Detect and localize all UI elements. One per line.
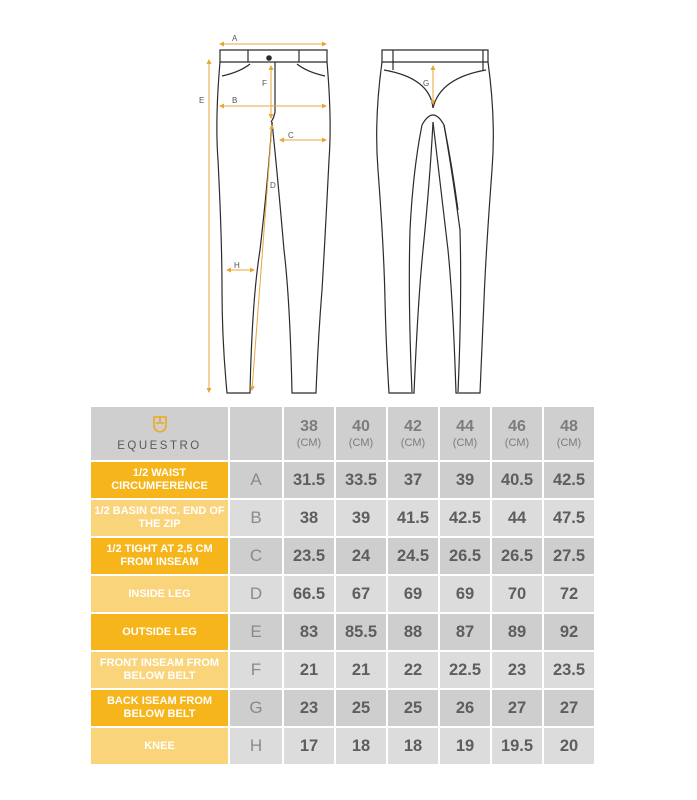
value-cell: 89 bbox=[492, 614, 542, 650]
value-cell: 39 bbox=[336, 500, 386, 536]
brand-cell bbox=[91, 407, 228, 460]
table-row bbox=[91, 538, 594, 574]
value-cell: 27 bbox=[492, 690, 542, 726]
value-cell: 87 bbox=[440, 614, 490, 650]
row-label: 1/2 TIGHT AT 2,5 CM FROM INSEAM bbox=[91, 538, 228, 574]
value-cell: 92 bbox=[544, 614, 594, 650]
value-cell: 27 bbox=[544, 690, 594, 726]
equestro-logo-icon bbox=[151, 415, 169, 433]
value-cell: 21 bbox=[336, 652, 386, 688]
value-cell: 67 bbox=[336, 576, 386, 612]
size-header: 44 (CM) bbox=[440, 407, 490, 460]
value-cell: 17 bbox=[284, 728, 334, 764]
table-row bbox=[91, 652, 594, 688]
letter-b: B bbox=[232, 96, 238, 105]
value-cell: 70 bbox=[492, 576, 542, 612]
value-cell: 25 bbox=[388, 690, 438, 726]
value-cell: 41.5 bbox=[388, 500, 438, 536]
value-cell: 33.5 bbox=[336, 462, 386, 498]
size-header: 48 (CM) bbox=[544, 407, 594, 460]
size-chart-table bbox=[89, 405, 596, 766]
size-header: 42 (CM) bbox=[388, 407, 438, 460]
value-cell: 44 bbox=[492, 500, 542, 536]
value-cell: 42.5 bbox=[544, 462, 594, 498]
table-header-row bbox=[91, 407, 594, 460]
brand-name: EQUESTRO bbox=[117, 440, 202, 452]
value-cell: 42.5 bbox=[440, 500, 490, 536]
row-code: B bbox=[230, 500, 282, 536]
letter-d: D bbox=[270, 181, 276, 190]
value-cell: 20 bbox=[544, 728, 594, 764]
value-cell: 18 bbox=[336, 728, 386, 764]
value-cell: 83 bbox=[284, 614, 334, 650]
row-label: BACK ISEAM FROM BELOW BELT bbox=[91, 690, 228, 726]
value-cell: 19.5 bbox=[492, 728, 542, 764]
row-label: 1/2 WAIST CIRCUMFERENCE bbox=[91, 462, 228, 498]
row-code: C bbox=[230, 538, 282, 574]
value-cell: 27.5 bbox=[544, 538, 594, 574]
value-cell: 24.5 bbox=[388, 538, 438, 574]
value-cell: 23.5 bbox=[544, 652, 594, 688]
value-cell: 88 bbox=[388, 614, 438, 650]
row-label: FRONT INSEAM FROM BELOW BELT bbox=[91, 652, 228, 688]
dimension-letters bbox=[199, 34, 429, 270]
value-cell: 23 bbox=[284, 690, 334, 726]
value-cell: 22 bbox=[388, 652, 438, 688]
letter-h: H bbox=[234, 261, 240, 270]
value-cell: 24 bbox=[336, 538, 386, 574]
back-view bbox=[377, 50, 494, 393]
letter-g: G bbox=[423, 79, 430, 88]
row-label: 1/2 BASIN CIRC. END OF THE ZIP bbox=[91, 500, 228, 536]
size-header: 40 (CM) bbox=[336, 407, 386, 460]
value-cell: 18 bbox=[388, 728, 438, 764]
value-cell: 69 bbox=[440, 576, 490, 612]
value-cell: 26 bbox=[440, 690, 490, 726]
value-cell: 23.5 bbox=[284, 538, 334, 574]
letter-c: C bbox=[288, 131, 294, 140]
value-cell: 26.5 bbox=[440, 538, 490, 574]
value-cell: 40.5 bbox=[492, 462, 542, 498]
row-code: H bbox=[230, 728, 282, 764]
value-cell: 25 bbox=[336, 690, 386, 726]
value-cell: 23 bbox=[492, 652, 542, 688]
table-row bbox=[91, 576, 594, 612]
measurement-lines bbox=[209, 44, 433, 392]
letter-e: E bbox=[199, 96, 205, 105]
table-row bbox=[91, 614, 594, 650]
size-header: 46 (CM) bbox=[492, 407, 542, 460]
value-cell: 37 bbox=[388, 462, 438, 498]
row-code: E bbox=[230, 614, 282, 650]
row-code: G bbox=[230, 690, 282, 726]
table-row bbox=[91, 462, 594, 498]
row-label: INSIDE LEG bbox=[91, 576, 228, 612]
value-cell: 21 bbox=[284, 652, 334, 688]
value-cell: 26.5 bbox=[492, 538, 542, 574]
value-cell: 31.5 bbox=[284, 462, 334, 498]
value-cell: 47.5 bbox=[544, 500, 594, 536]
row-label: KNEE bbox=[91, 728, 228, 764]
value-cell: 39 bbox=[440, 462, 490, 498]
table-row bbox=[91, 500, 594, 536]
size-header: 38 (CM) bbox=[284, 407, 334, 460]
value-cell: 66.5 bbox=[284, 576, 334, 612]
row-code: F bbox=[230, 652, 282, 688]
value-cell: 72 bbox=[544, 576, 594, 612]
value-cell: 69 bbox=[388, 576, 438, 612]
row-code: D bbox=[230, 576, 282, 612]
value-cell: 19 bbox=[440, 728, 490, 764]
value-cell: 38 bbox=[284, 500, 334, 536]
row-code: A bbox=[230, 462, 282, 498]
table-row bbox=[91, 690, 594, 726]
value-cell: 22.5 bbox=[440, 652, 490, 688]
row-label: OUTSIDE LEG bbox=[91, 614, 228, 650]
letter-f: F bbox=[262, 79, 267, 88]
table-row bbox=[91, 728, 594, 764]
letter-a: A bbox=[232, 34, 238, 43]
code-header-cell bbox=[230, 407, 282, 460]
value-cell: 85.5 bbox=[336, 614, 386, 650]
